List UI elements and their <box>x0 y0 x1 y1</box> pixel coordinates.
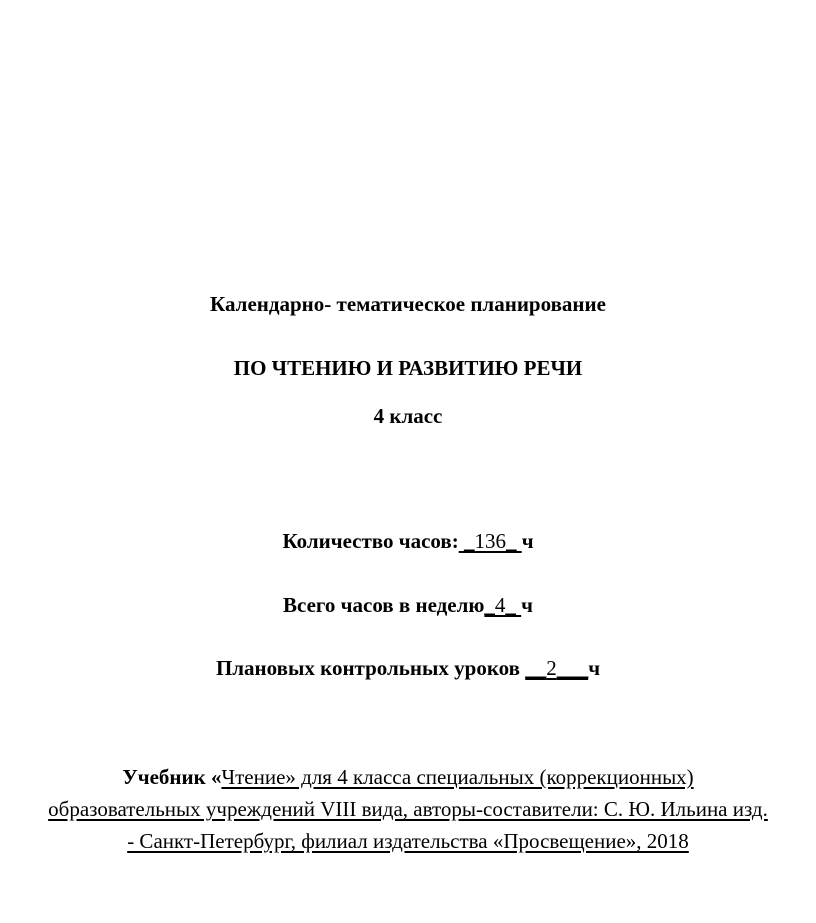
control-lessons-label: Плановых контрольных уроков <box>215 656 526 680</box>
document-title: Календарно- тематическое планирование <box>210 292 606 316</box>
hours-weekly-blank-pre: _ <box>484 593 495 617</box>
control-lessons-value: 2 <box>546 656 557 680</box>
hours-weekly-unit: ч <box>521 593 533 617</box>
grade-label: 4 класс <box>373 404 443 428</box>
hours-total-value: 136 <box>474 529 506 553</box>
subject-heading: ПО ЧТЕНИЮ И РАЗВИТИЮ РЕЧИ <box>233 356 583 380</box>
control-lessons-line <box>0 655 816 681</box>
textbook-text-3: - Санкт-Петербург, филиал издательства «Просвещение», 2018 <box>127 829 689 853</box>
textbook-line-2 <box>0 796 816 822</box>
hours-weekly-line <box>0 592 816 618</box>
textbook-line-1 <box>0 764 816 790</box>
hours-total-unit: ч <box>521 529 534 553</box>
hours-total-blank-pre: _ <box>458 529 475 553</box>
control-lessons-blank-pre: __ <box>525 656 547 680</box>
hours-weekly-value: 4 <box>494 593 506 617</box>
control-lessons-unit: ч <box>588 656 601 680</box>
hours-total-blank-post: _ <box>505 529 522 553</box>
hours-weekly-label: Всего часов в неделю <box>282 593 485 617</box>
textbook-text-1: Чтение» для 4 класса специальных (коррекционных) <box>221 765 694 789</box>
hours-total-line <box>0 528 816 554</box>
hours-weekly-blank-post: _ <box>505 593 522 617</box>
hours-total-label: Количество часов: <box>282 529 459 553</box>
textbook-text-2: образовательных учреждений VIII вида, авторы-составители: С. Ю. Ильина изд. <box>48 797 768 821</box>
textbook-label: Учебник « <box>122 765 222 789</box>
textbook-line-3 <box>0 828 816 854</box>
control-lessons-blank-post: ___ <box>556 656 589 680</box>
